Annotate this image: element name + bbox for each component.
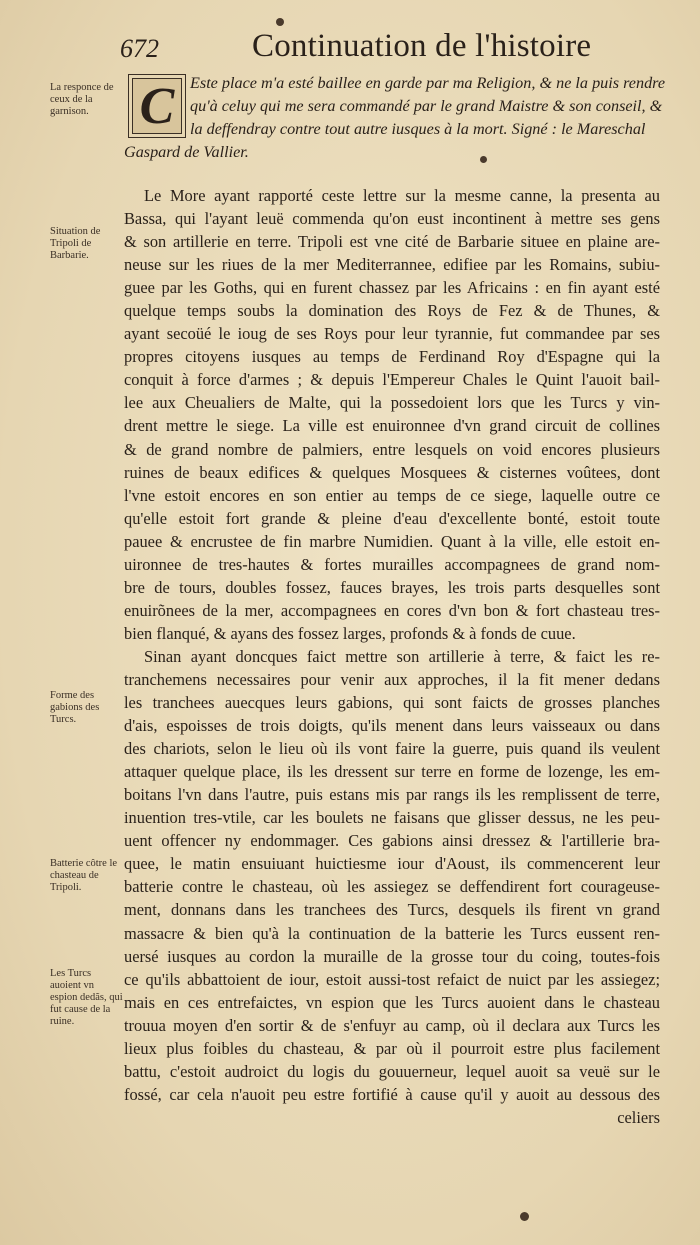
body-line: pauee & encrustee de fin marbre Numidien. Quant à la ville, elle estoit en-: [124, 531, 660, 551]
running-title: Continuation de l'histoire: [252, 28, 592, 64]
body-line: lee aux Cheualiers de Malte, qui la possedoient lors que les Turcs y vin-: [124, 393, 660, 413]
body-line: quee, le matin ensuiuant huictiesme iour d'Aoust, ils commencerent leur: [124, 854, 660, 874]
letter-line: Este place m'a esté baillee en garde par ma Religion, & ne la puis rendre: [190, 74, 666, 92]
body-line: Le More ayant rapporté ceste lettre sur la mesme canne, la presenta au: [144, 186, 660, 205]
body-line: ayant secoüé le ioug de ses Roys pour leur tyrannie, fut commandee par ses: [124, 324, 660, 344]
drop-cap-initial: C: [128, 74, 186, 138]
margin-note-espion: Les Turcs auoient vn espion dedãs, qui fut cause de la ruine.: [50, 968, 123, 1027]
page-number: 672: [120, 34, 159, 63]
margin-note-reply: La responce de ceux de la garnison.: [50, 82, 114, 117]
body-line: qu'elle estoit fort grande & pleine d'eau d'excellente bonté, estoit toute: [124, 508, 660, 528]
body-line: attaquer quelque place, ils les dressent sur terre en forme de lozenge, les em-: [124, 762, 660, 782]
letter-quote: [124, 72, 664, 164]
body-line: uersé iusques au cordon la muraille de la grosse tour du coing, toutes-fois: [124, 946, 660, 966]
body-line: lieux plus foibles du chasteau, & par où il pourroit estre plus facilement: [124, 1038, 660, 1058]
letter-line: la deffendray contre tout autre iusques à la mort. Signé : le Mareschal: [190, 120, 646, 138]
page-header: [120, 28, 680, 72]
body-line: d'ais, espoisses de trois doigts, qu'ils menent dans leurs vaisseaux ou dans: [124, 716, 660, 736]
body-line: quelque temps soubs la domination des Roys de Fez & de Thunes, &: [124, 301, 660, 321]
body-line: drent mettre le siege. La ville est enuironnee d'vn grand circuit de collines: [124, 416, 660, 436]
body-line: les tranchees auecques leurs gabions, qui sont faicts de grosses planches: [124, 693, 660, 713]
body-line: Sinan ayant doncques faict mettre son artillerie à terre, & faict les re-: [144, 646, 660, 666]
body-line: bien flanqué, & ayans des fossez larges, profonds & à fonds de cuue.: [124, 623, 576, 643]
body-line: uironnee de tres-hautes & fortes murailles accompagnees de grand nom-: [124, 554, 660, 574]
body-line: celiers: [617, 1107, 660, 1127]
ink-spot: [480, 156, 487, 163]
body-line: ment, donnans dans les tranchees des Turcs, desquels ils firent vn grand: [124, 900, 660, 920]
body-line: & son artillerie en terre. Tripoli est vne cité de Barbarie situee en plaine are-: [124, 232, 660, 252]
body-line: uent offencer ny endommager. Ces gabions ainsi dressez & l'artillerie bra-: [124, 831, 660, 851]
body-line: fossé, car cela n'auoit peu estre fortifié à cause qu'il y auoit au dessous des: [124, 1084, 660, 1104]
body-line: boitans l'vn dans l'autre, puis estans mis par rangs ils les remplissent de terre,: [124, 785, 660, 805]
margin-note-situation: Situation de Tripoli de Barbarie.: [50, 226, 101, 261]
body-line: trouua moyen d'en sortir & de s'enfuyr au camp, où il declara aux Turcs les: [124, 1015, 660, 1035]
body-line: battu, c'estoit audroict du logis du gouuerneur, lequel auoit sa veuë sur le: [124, 1061, 660, 1081]
body-text: [124, 184, 664, 1129]
body-line: enuirõnees de la mer, accompagnees en cores d'vn bon & fort chasteau tres-: [124, 600, 660, 620]
margin-note-gabions: Forme des gabions des Turcs.: [50, 690, 100, 725]
ink-spot: [276, 18, 284, 26]
body-line: neuse sur les riues de la mer Mediterrannee, edifiee par les Romains, subiu-: [124, 255, 660, 275]
body-line: bre de tours, doubles fossez, fauces brayes, les trois parts desquelles sont: [124, 577, 660, 597]
body-line: conquit à force d'armes ; & depuis l'Empereur Chales le Quint l'auoit bail-: [124, 370, 660, 390]
ink-spot: [520, 1212, 529, 1221]
body-line: mais en ces entrefaictes, vn espion que les Turcs auoient dans le chasteau: [124, 992, 660, 1012]
body-line: Bassa, qui l'ayant leuë commenda qu'on eust incontinent à mettre ses gens: [124, 209, 660, 229]
margin-note-batterie: Batterie côtre le chasteau de Tripoli.: [50, 858, 118, 893]
body-line: & de grand nombre de palmiers, entre lesquels on void encores plusieurs: [124, 439, 660, 459]
body-line: inuention tres-vtile, car les boulets ne faisans que glisser dessus, ne les peu-: [124, 808, 660, 828]
body-line: des chariots, selon le lieu où ils vont faire la guerre, puis quand ils veulent: [124, 739, 660, 759]
letter-line: Gaspard de Vallier.: [124, 143, 249, 161]
body-line: guee par les Goths, qui en furent chassez par les Africains : en fin ayant esté: [124, 278, 660, 298]
body-line: batterie contre le chasteau, où les assiegez se deffendirent fort courageuse-: [124, 877, 660, 897]
body-line: propres citoyens iusques au temps de Ferdinand Roy d'Espagne qui la: [124, 347, 660, 367]
body-line: ce qu'ils abbattoient de iour, estoit aussi-tost refaict de nuict par les assiegez;: [124, 969, 660, 989]
body-line: tranchemens necessaires pour venir aux approches, il la fit mener dedans: [124, 669, 660, 689]
body-line: ruines de beaux edifices & quelques Mosquees & cisternes voûtees, dont: [124, 462, 660, 482]
letter-line: qu'à celuy qui me sera commandé par le grand Maistre & son conseil, &: [190, 97, 663, 115]
body-line: massacre & bien qu'à la continuation de la batterie les Turcs eussent ren-: [124, 923, 660, 943]
body-line: l'vne estoit encores en son entier au temps de ce siege, laquelle outre ce: [124, 485, 660, 505]
